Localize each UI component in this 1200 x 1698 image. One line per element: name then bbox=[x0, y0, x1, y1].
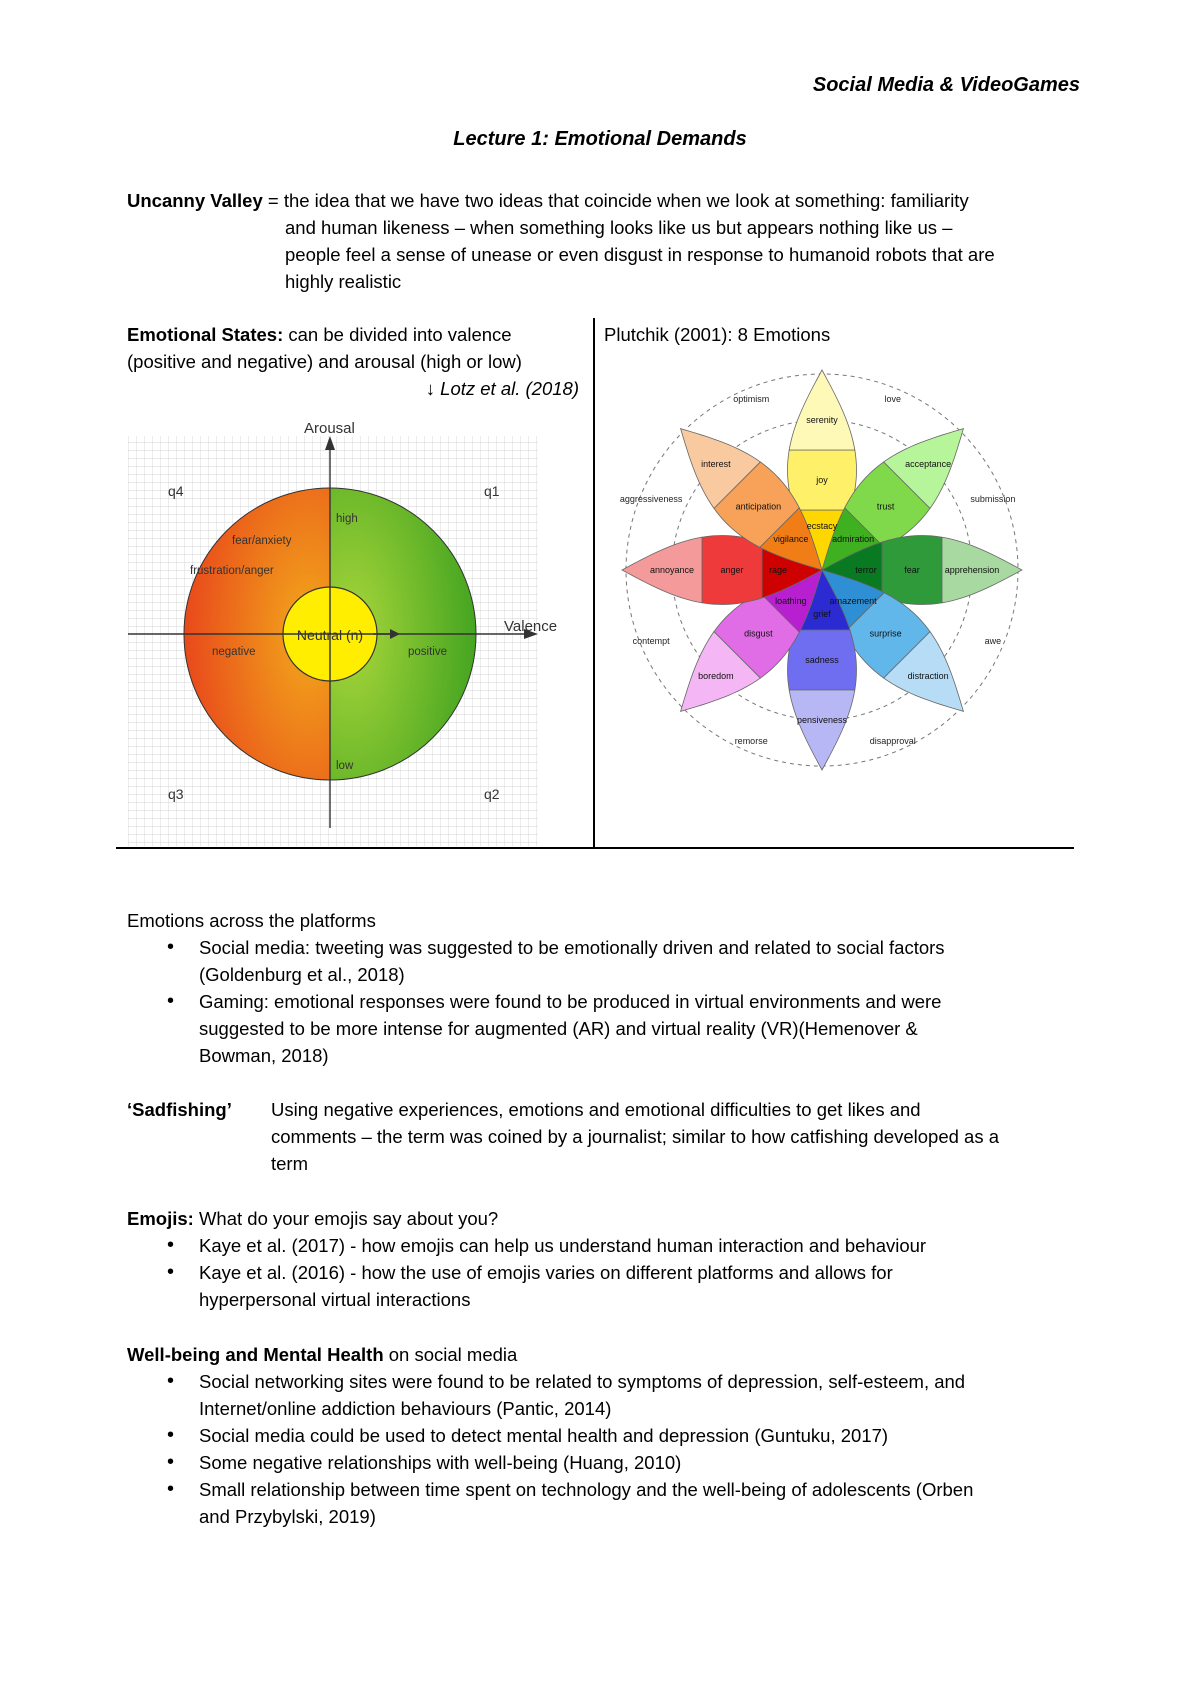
emotion-label: boredom bbox=[698, 671, 734, 682]
dyad-label: awe bbox=[984, 635, 1002, 646]
emotion-label: vigilance bbox=[773, 533, 809, 544]
list-item-line: • Small relationship between time spent on technology and the well-being of adolescents (Orben bbox=[199, 1479, 974, 1500]
wellbeing-term: Well-being and Mental Health bbox=[127, 1344, 384, 1365]
list-item-line: Bowman, 2018) bbox=[199, 1045, 329, 1066]
document-header: Social Media & VideoGames bbox=[812, 74, 1080, 96]
lotz-reference bbox=[127, 375, 582, 402]
emotion-label: admiration bbox=[832, 533, 875, 544]
dyad-label: aggressiveness bbox=[619, 494, 683, 505]
emotion-label: loathing bbox=[775, 596, 807, 607]
fear-anxiety-label: fear/anxiety bbox=[232, 535, 292, 547]
list-item-line: • Some negative relationships with well-being (Huang, 2010) bbox=[199, 1452, 682, 1473]
wellbeing-list bbox=[127, 1368, 1087, 1530]
emotion-label: trust bbox=[876, 501, 895, 512]
positive-label: positive bbox=[408, 646, 447, 658]
list-item bbox=[127, 1232, 1087, 1259]
list-item bbox=[127, 934, 1087, 988]
sadfishing-line-1: Using negative experiences, emotions and emotional difficulties to get likes and bbox=[271, 1099, 921, 1120]
emotion-label: anger bbox=[720, 565, 744, 575]
emotion-label: anticipation bbox=[735, 501, 782, 512]
list-item-line: • Social media: tweeting was suggested to be emotionally driven and related to social factors bbox=[199, 937, 945, 958]
platforms-section bbox=[127, 907, 1087, 1069]
list-item-line: • Kaye et al. (2016) - how the use of emojis varies on different platforms and allows for bbox=[199, 1262, 893, 1283]
high-label: high bbox=[336, 513, 358, 525]
emotion-label: rage bbox=[768, 565, 788, 575]
dyad-label: contempt bbox=[632, 635, 670, 646]
q4-label: q4 bbox=[168, 483, 184, 499]
list-item-line: Internet/online addiction behaviours (Pantic, 2014) bbox=[199, 1398, 612, 1419]
dyad-label: submission bbox=[970, 494, 1016, 505]
list-item bbox=[127, 1259, 1087, 1313]
emotion-label: apprehension bbox=[944, 565, 1000, 575]
negative-label: negative bbox=[212, 646, 256, 658]
q3-label: q3 bbox=[168, 786, 184, 802]
emotion-label: joy bbox=[816, 475, 828, 485]
uncanny-valley-definition bbox=[127, 187, 1087, 295]
emotion-label: annoyance bbox=[649, 565, 695, 575]
sadfishing-section bbox=[127, 1096, 1087, 1177]
emotion-label: terror bbox=[855, 565, 877, 575]
neutral-label: Neutral (n) bbox=[296, 627, 364, 643]
frustration-anger-label: frustration/anger bbox=[190, 565, 274, 577]
q1-label: q1 bbox=[484, 483, 500, 499]
table-bottom-rule-left bbox=[116, 847, 594, 849]
plutchik-heading: Plutchik (2001): 8 Emotions bbox=[604, 324, 831, 345]
list-item-line: (Goldenburg et al., 2018) bbox=[199, 964, 405, 985]
low-label: low bbox=[336, 760, 354, 772]
uncanny-line-4: highly realistic bbox=[285, 271, 402, 292]
platforms-heading: Emotions across the platforms bbox=[127, 910, 376, 931]
platforms-list bbox=[127, 934, 1087, 1069]
list-item-line: • Gaming: emotional responses were found to be produced in virtual environments and were bbox=[199, 991, 942, 1012]
emotion-label: amazement bbox=[829, 596, 877, 607]
list-item bbox=[127, 988, 1087, 1069]
list-item-line: hyperpersonal virtual interactions bbox=[199, 1289, 471, 1310]
dyad-label: love bbox=[884, 394, 902, 405]
q2-label: q2 bbox=[484, 786, 500, 802]
emotion-label: distraction bbox=[907, 671, 949, 682]
valence-arousal-diagram bbox=[128, 418, 585, 846]
emotion-label: fear bbox=[904, 565, 920, 575]
emotion-label: grief bbox=[813, 609, 831, 619]
wellbeing-heading: on social media bbox=[388, 1344, 518, 1365]
emotion-label: interest bbox=[701, 458, 731, 469]
lotz-reference-text: Lotz et al. (2018) bbox=[440, 378, 579, 399]
emotion-label: pensiveness bbox=[796, 715, 848, 725]
uncanny-valley-term: Uncanny Valley bbox=[127, 190, 263, 211]
emotional-states-term: Emotional States: bbox=[127, 324, 284, 345]
uncanny-line-1: = the idea that we have two ideas that coincide when we look at something: familiarity bbox=[267, 190, 969, 211]
plutchik-wheel bbox=[612, 360, 1032, 780]
petal-band bbox=[789, 370, 855, 450]
emotion-label: serenity bbox=[806, 415, 838, 425]
wellbeing-section bbox=[127, 1341, 1087, 1530]
down-arrow-icon: ↓ bbox=[425, 378, 436, 399]
emotion-label: ecstacy bbox=[806, 521, 838, 531]
sadfishing-term: ‘Sadfishing’ bbox=[127, 1099, 232, 1120]
emotion-label: surprise bbox=[869, 628, 902, 639]
emojis-section bbox=[127, 1205, 1087, 1313]
list-item-line: • Social media could be used to detect mental health and depression (Guntuku, 2017) bbox=[199, 1425, 889, 1446]
list-item bbox=[127, 1449, 1087, 1476]
sadfishing-line-3: term bbox=[271, 1153, 308, 1174]
list-item bbox=[127, 1476, 1087, 1530]
dyad-label: disapproval bbox=[869, 735, 916, 746]
emojis-heading: What do your emojis say about you? bbox=[198, 1208, 499, 1229]
list-item bbox=[127, 1368, 1087, 1422]
dyad-label: remorse bbox=[734, 735, 768, 746]
petal-band bbox=[789, 690, 855, 770]
table-bottom-rule-right bbox=[593, 847, 1074, 849]
arousal-axis-label: Arousal bbox=[304, 420, 355, 437]
dyad-label: optimism bbox=[733, 394, 770, 405]
lecture-title: Lecture 1: Emotional Demands bbox=[453, 128, 747, 150]
list-item bbox=[127, 1422, 1087, 1449]
uncanny-line-2: and human likeness – when something looks like us but appears nothing like us – bbox=[285, 217, 953, 238]
sadfishing-line-2: comments – the term was coined by a journalist; similar to how catfishing developed as a bbox=[271, 1126, 1000, 1147]
list-item-line: and Przybylski, 2019) bbox=[199, 1506, 376, 1527]
list-item-line: • Kaye et al. (2017) - how emojis can help us understand human interaction and behaviour bbox=[199, 1235, 927, 1256]
emojis-term: Emojis: bbox=[127, 1208, 194, 1229]
emotional-states-line-1: can be divided into valence bbox=[288, 324, 512, 345]
uncanny-line-3: people feel a sense of unease or even disgust in response to humanoid robots that are bbox=[285, 244, 995, 265]
list-item-line: • Social networking sites were found to be related to symptoms of depression, self-esteem, and bbox=[199, 1371, 966, 1392]
emotional-states-line-2: (positive and negative) and arousal (high or low) bbox=[127, 351, 522, 372]
emotion-label: acceptance bbox=[905, 458, 952, 469]
list-item-line: suggested to be more intense for augmented (AR) and virtual reality (VR)(Hemenover & bbox=[199, 1018, 918, 1039]
valence-axis-label: Valence bbox=[504, 618, 558, 635]
column-divider bbox=[593, 318, 595, 848]
emotion-label: disgust bbox=[744, 628, 773, 639]
emotional-states-text bbox=[127, 321, 582, 402]
emotion-label: sadness bbox=[805, 655, 839, 665]
emojis-list bbox=[127, 1232, 1087, 1313]
